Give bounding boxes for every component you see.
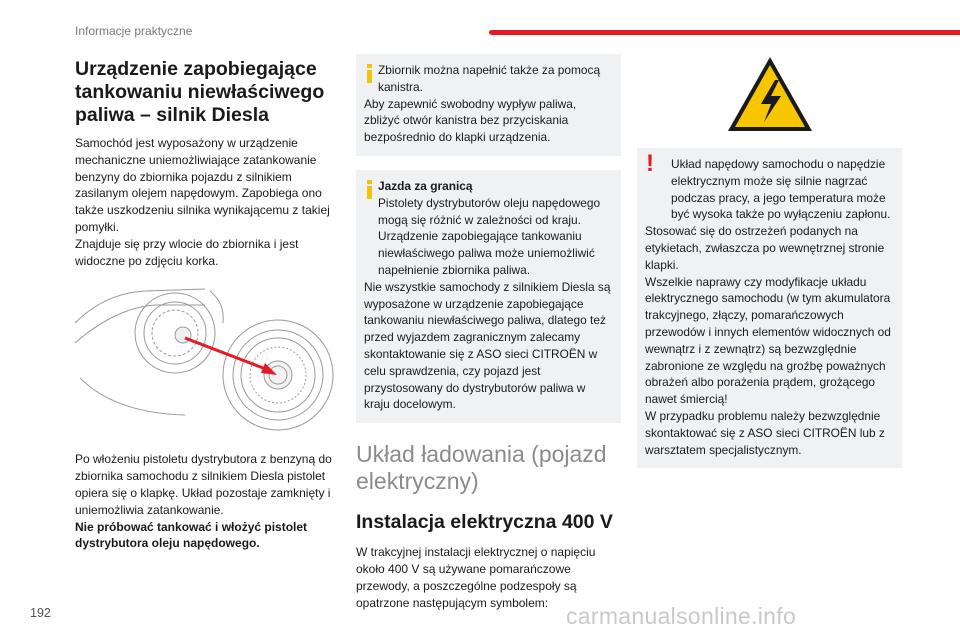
header-title: Informacje praktyczne	[75, 24, 193, 38]
column-2	[356, 54, 621, 611]
note-abroad-line2: Nie wszystkie samochody z silnikiem Diesla są wyposażone w urządzenie zapobiegające tankowaniu niewłaściwego paliwa, dlatego też przed wyjazdem zagranicznym zalecamy skontaktowanie się z ASO sieci CITROËN w celu sprawdzenia, czy pojazd jest przystosowany do dystrybutorów paliwa w kraju docelowym.	[364, 279, 611, 412]
info-icon	[367, 64, 372, 84]
page-number: 192	[30, 606, 51, 620]
note-abroad-line1: Pistolety dystrybutorów oleju napędowego mogą się różnić w zależności od kraju. Urządzenie zapobiegające tankowaniu niewłaściwego paliwa może uniemożliwić napełnienie zbiornika paliwa.	[378, 195, 601, 277]
section-heading-charging: Układ ładowania (pojazd elektryczny)	[356, 441, 607, 495]
subheading-400v: Instalacja elektryczna 400 V	[356, 511, 613, 534]
info-note-abroad	[356, 170, 621, 423]
paragraph-intro: Samochód jest wyposażony w urządzenie mechaniczne uniemożliwiające zatankowanie benzyny do zbiornika pojazdu z silnikiem zasilanym olejem napędowym. Zapobiega ono także uszkodzeniu silnika wynikającemu z takiej pomyłki.	[75, 136, 330, 234]
note-canister-line1: Zbiornik można napełnić także za pomocą kanistra.	[378, 63, 601, 94]
paragraph-pistol: Po włożeniu pistoletu dystrybutora z benzyną do zbiornika samochodu z silnikiem Diesla pistolet opiera się o klapkę. Układ pozostaje zamknięty i uniemożliwia zatankowanie.	[75, 452, 332, 517]
paragraph-400v: W trakcyjnej instalacji elektrycznej o napięciu około 400 V są używane pomarańczowe przewody, a poszczególne podzespoły są opatrzone następującym symbolem:	[356, 545, 596, 610]
paragraph-location: Znajduje się przy wlocie do zbiornika i jest widoczne po zdjęciu korka.	[75, 236, 299, 268]
note-abroad-title: Jazda za granicą	[378, 178, 473, 193]
warning-line4: W przypadku problemu należy bezwzględnie skontaktować się z ASO sieci CITROËN lub z warsztatem specjalistycznym.	[645, 408, 885, 457]
info-note-canister	[356, 54, 621, 156]
warning-line1: Układ napędowy samochodu o napędzie elektrycznym może się silnie nagrzać podczas pracy, a jego temperatura może być wysoka także po wyłączeniu zapłonu.	[671, 157, 891, 222]
paragraph-warning-bold: Nie próbować tankować i włożyć pistolet dystrybutora oleju napędowego.	[75, 519, 308, 551]
warning-line2: Stosować się do ostrzeżeń podanych na etykietach, zwłaszcza po wewnętrznej stronie klapki.	[645, 224, 885, 272]
column-3	[637, 54, 902, 482]
fuel-inlet-illustration	[75, 283, 340, 433]
warning-exclamation-icon: !	[646, 150, 654, 177]
header-accent-bar	[489, 30, 960, 35]
note-canister-line2: Aby zapewnić swobodny wypływ paliwa, zbliżyć otwór kanistra bez przyciskania bezpośrednio do klapki urządzenia.	[364, 96, 577, 145]
warning-line3: Wszelkie naprawy czy modyfikacje układu elektrycznego samochodu (w tym akumulatora trakcyjnego, złączy, pomarańczowych przewodów i innych elementów widocznych od wewnątrz i z zewnątrz) są bezwzględnie zabronione ze względu na groźbę poważnych obrażeń albo porażenia prądem, grożącego nawet śmiercią!	[645, 274, 891, 407]
high-voltage-warning-icon	[725, 54, 815, 134]
watermark: carmanualsonline.info	[566, 603, 797, 629]
warning-note-electric	[637, 148, 902, 468]
info-icon	[367, 180, 372, 200]
section-heading-diesel: Urządzenie zapobiegające tankowaniu niewłaściwego paliwa – silnik Diesla	[75, 58, 325, 126]
column-1	[75, 58, 340, 552]
